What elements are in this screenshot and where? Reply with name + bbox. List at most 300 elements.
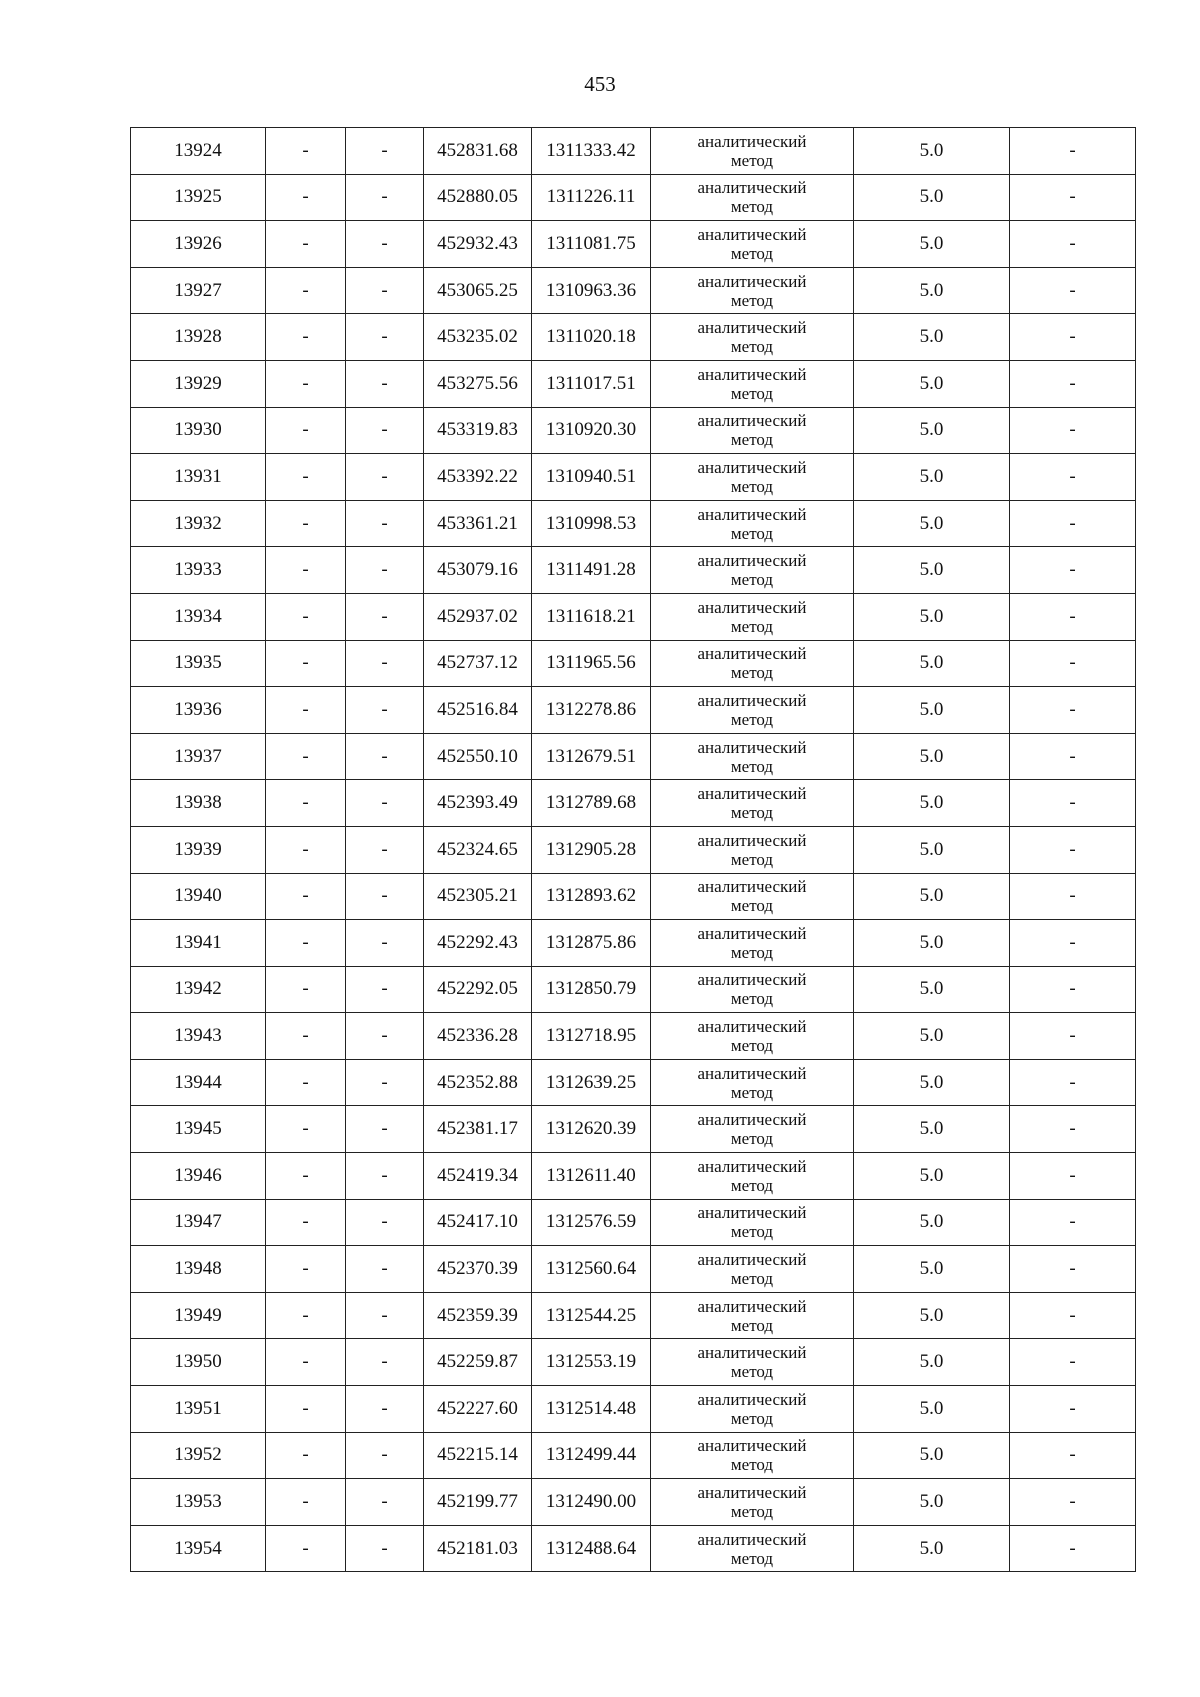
x-coordinate-cell: 452215.14 [424, 1432, 532, 1479]
x-coordinate-cell: 452292.43 [424, 920, 532, 967]
method-line-1: аналитический [697, 457, 807, 477]
y-coordinate-cell: 1312905.28 [532, 826, 651, 873]
y-coordinate-cell: 1311333.42 [532, 128, 651, 175]
method-line-1: аналитический [697, 224, 807, 244]
description-cell: - [1010, 640, 1136, 687]
x-coordinate-cell: 452737.12 [424, 640, 532, 687]
x-coordinate-cell: 452831.68 [424, 128, 532, 175]
method-line-1: аналитический [697, 830, 807, 850]
x-coordinate-cell: 452880.05 [424, 174, 532, 221]
empty-dash-cell: - [266, 500, 346, 547]
table-row [131, 1013, 1136, 1060]
description-cell: - [1010, 500, 1136, 547]
description-cell: - [1010, 1292, 1136, 1339]
precision-cell: 5.0 [854, 687, 1010, 734]
empty-dash-cell: - [346, 1199, 424, 1246]
table-row [131, 1386, 1136, 1433]
empty-dash-cell: - [346, 873, 424, 920]
empty-dash-cell: - [346, 1479, 424, 1526]
empty-dash-cell: - [346, 780, 424, 827]
description-cell: - [1010, 1106, 1136, 1153]
empty-dash-cell: - [266, 1292, 346, 1339]
method-line-1: аналитический [697, 644, 807, 664]
y-coordinate-cell: 1312718.95 [532, 1013, 651, 1060]
description-cell: - [1010, 547, 1136, 594]
description-cell: - [1010, 1013, 1136, 1060]
method-cell [651, 1479, 854, 1526]
empty-dash-cell: - [266, 1013, 346, 1060]
table-row [131, 966, 1136, 1013]
precision-cell: 5.0 [854, 1059, 1010, 1106]
method-line-1: аналитический [697, 1250, 807, 1270]
x-coordinate-cell: 452932.43 [424, 221, 532, 268]
method-cell [651, 733, 854, 780]
method-line-2: метод [730, 1455, 774, 1475]
table-row [131, 593, 1136, 640]
description-cell: - [1010, 593, 1136, 640]
table-row [131, 780, 1136, 827]
method-cell [651, 1386, 854, 1433]
empty-dash-cell: - [346, 1246, 424, 1293]
point-number-cell: 13954 [131, 1525, 266, 1572]
method-cell [651, 640, 854, 687]
method-line-1: аналитический [697, 877, 807, 897]
x-coordinate-cell: 452259.87 [424, 1339, 532, 1386]
precision-cell: 5.0 [854, 1339, 1010, 1386]
table-row [131, 1059, 1136, 1106]
description-cell: - [1010, 826, 1136, 873]
description-cell: - [1010, 1386, 1136, 1433]
y-coordinate-cell: 1311491.28 [532, 547, 651, 594]
method-cell [651, 1246, 854, 1293]
empty-dash-cell: - [266, 640, 346, 687]
precision-cell: 5.0 [854, 1153, 1010, 1200]
x-coordinate-cell: 452227.60 [424, 1386, 532, 1433]
empty-dash-cell: - [266, 1246, 346, 1293]
method-line-2: метод [730, 709, 774, 729]
method-line-1: аналитический [697, 1063, 807, 1083]
empty-dash-cell: - [346, 221, 424, 268]
empty-dash-cell: - [266, 360, 346, 407]
precision-cell: 5.0 [854, 1479, 1010, 1526]
point-number-cell: 13936 [131, 687, 266, 734]
description-cell: - [1010, 1525, 1136, 1572]
method-line-1: аналитический [697, 504, 807, 524]
method-line-1: аналитический [697, 131, 807, 151]
precision-cell: 5.0 [854, 873, 1010, 920]
table-row [131, 1432, 1136, 1479]
method-cell [651, 454, 854, 501]
empty-dash-cell: - [266, 593, 346, 640]
x-coordinate-cell: 453392.22 [424, 454, 532, 501]
empty-dash-cell: - [346, 547, 424, 594]
precision-cell: 5.0 [854, 1432, 1010, 1479]
y-coordinate-cell: 1311965.56 [532, 640, 651, 687]
empty-dash-cell: - [266, 221, 346, 268]
method-line-1: аналитический [697, 1203, 807, 1223]
description-cell: - [1010, 1059, 1136, 1106]
y-coordinate-cell: 1310998.53 [532, 500, 651, 547]
method-line-2: метод [730, 1408, 774, 1428]
method-line-1: аналитический [697, 1483, 807, 1503]
method-cell [651, 407, 854, 454]
method-line-2: метод [730, 1362, 774, 1382]
empty-dash-cell: - [346, 128, 424, 175]
x-coordinate-cell: 452393.49 [424, 780, 532, 827]
point-number-cell: 13933 [131, 547, 266, 594]
empty-dash-cell: - [266, 920, 346, 967]
method-cell [651, 593, 854, 640]
method-cell [651, 1339, 854, 1386]
description-cell: - [1010, 221, 1136, 268]
x-coordinate-cell: 452516.84 [424, 687, 532, 734]
y-coordinate-cell: 1310920.30 [532, 407, 651, 454]
point-number-cell: 13937 [131, 733, 266, 780]
table-row [131, 873, 1136, 920]
method-line-1: аналитический [697, 1110, 807, 1130]
point-number-cell: 13941 [131, 920, 266, 967]
precision-cell: 5.0 [854, 1386, 1010, 1433]
x-coordinate-cell: 453235.02 [424, 314, 532, 361]
method-line-1: аналитический [697, 1296, 807, 1316]
method-line-2: метод [730, 942, 774, 962]
table-row [131, 1525, 1136, 1572]
method-line-2: метод [730, 290, 774, 310]
method-line-1: аналитический [697, 1529, 807, 1549]
empty-dash-cell: - [346, 733, 424, 780]
empty-dash-cell: - [346, 1339, 424, 1386]
method-line-2: метод [730, 1036, 774, 1056]
empty-dash-cell: - [266, 267, 346, 314]
method-line-1: аналитический [697, 690, 807, 710]
point-number-cell: 13946 [131, 1153, 266, 1200]
method-line-1: аналитический [697, 1436, 807, 1456]
point-number-cell: 13935 [131, 640, 266, 687]
precision-cell: 5.0 [854, 1292, 1010, 1339]
description-cell: - [1010, 454, 1136, 501]
precision-cell: 5.0 [854, 360, 1010, 407]
description-cell: - [1010, 1432, 1136, 1479]
method-line-2: метод [730, 756, 774, 776]
empty-dash-cell: - [346, 593, 424, 640]
method-line-1: аналитический [697, 178, 807, 198]
table-row [131, 1292, 1136, 1339]
method-cell [651, 1292, 854, 1339]
x-coordinate-cell: 452336.28 [424, 1013, 532, 1060]
point-number-cell: 13950 [131, 1339, 266, 1386]
empty-dash-cell: - [266, 1386, 346, 1433]
point-number-cell: 13940 [131, 873, 266, 920]
method-line-2: метод [730, 1129, 774, 1149]
method-line-2: метод [730, 1082, 774, 1102]
point-number-cell: 13927 [131, 267, 266, 314]
method-cell [651, 547, 854, 594]
y-coordinate-cell: 1312553.19 [532, 1339, 651, 1386]
precision-cell: 5.0 [854, 454, 1010, 501]
empty-dash-cell: - [346, 1013, 424, 1060]
empty-dash-cell: - [266, 1106, 346, 1153]
method-line-2: метод [730, 663, 774, 683]
point-number-cell: 13952 [131, 1432, 266, 1479]
method-cell [651, 826, 854, 873]
method-line-2: метод [730, 150, 774, 170]
description-cell: - [1010, 966, 1136, 1013]
y-coordinate-cell: 1312514.48 [532, 1386, 651, 1433]
empty-dash-cell: - [346, 314, 424, 361]
empty-dash-cell: - [346, 1432, 424, 1479]
empty-dash-cell: - [266, 1479, 346, 1526]
description-cell: - [1010, 1339, 1136, 1386]
method-cell [651, 780, 854, 827]
empty-dash-cell: - [266, 966, 346, 1013]
x-coordinate-cell: 452937.02 [424, 593, 532, 640]
description-cell: - [1010, 1199, 1136, 1246]
y-coordinate-cell: 1312850.79 [532, 966, 651, 1013]
method-line-1: аналитический [697, 923, 807, 943]
x-coordinate-cell: 452324.65 [424, 826, 532, 873]
point-number-cell: 13932 [131, 500, 266, 547]
method-cell [651, 1013, 854, 1060]
coordinates-table [130, 127, 1136, 1572]
empty-dash-cell: - [266, 1525, 346, 1572]
table-row [131, 407, 1136, 454]
precision-cell: 5.0 [854, 920, 1010, 967]
table-row [131, 920, 1136, 967]
table-row [131, 1153, 1136, 1200]
point-number-cell: 13953 [131, 1479, 266, 1526]
empty-dash-cell: - [346, 826, 424, 873]
point-number-cell: 13947 [131, 1199, 266, 1246]
empty-dash-cell: - [266, 780, 346, 827]
table-row [131, 128, 1136, 175]
method-cell [651, 174, 854, 221]
precision-cell: 5.0 [854, 826, 1010, 873]
description-cell: - [1010, 360, 1136, 407]
y-coordinate-cell: 1310940.51 [532, 454, 651, 501]
table-row [131, 687, 1136, 734]
method-line-1: аналитический [697, 1017, 807, 1037]
empty-dash-cell: - [346, 267, 424, 314]
method-line-1: аналитический [697, 551, 807, 571]
table-row [131, 1246, 1136, 1293]
precision-cell: 5.0 [854, 1246, 1010, 1293]
point-number-cell: 13942 [131, 966, 266, 1013]
x-coordinate-cell: 452417.10 [424, 1199, 532, 1246]
table-row [131, 360, 1136, 407]
table-row [131, 733, 1136, 780]
description-cell: - [1010, 780, 1136, 827]
description-cell: - [1010, 1153, 1136, 1200]
method-line-1: аналитический [697, 1389, 807, 1409]
point-number-cell: 13948 [131, 1246, 266, 1293]
precision-cell: 5.0 [854, 640, 1010, 687]
x-coordinate-cell: 452419.34 [424, 1153, 532, 1200]
empty-dash-cell: - [346, 360, 424, 407]
table-body [131, 128, 1136, 1572]
description-cell: - [1010, 1479, 1136, 1526]
point-number-cell: 13928 [131, 314, 266, 361]
y-coordinate-cell: 1312576.59 [532, 1199, 651, 1246]
empty-dash-cell: - [266, 128, 346, 175]
page-number: 453 [584, 72, 616, 96]
method-cell [651, 221, 854, 268]
precision-cell: 5.0 [854, 500, 1010, 547]
empty-dash-cell: - [346, 1386, 424, 1433]
empty-dash-cell: - [266, 1059, 346, 1106]
point-number-cell: 13944 [131, 1059, 266, 1106]
method-line-2: метод [730, 197, 774, 217]
table-row [131, 221, 1136, 268]
method-line-2: метод [730, 1502, 774, 1522]
x-coordinate-cell: 453319.83 [424, 407, 532, 454]
empty-dash-cell: - [266, 454, 346, 501]
precision-cell: 5.0 [854, 407, 1010, 454]
precision-cell: 5.0 [854, 593, 1010, 640]
x-coordinate-cell: 452305.21 [424, 873, 532, 920]
method-cell [651, 1153, 854, 1200]
description-cell: - [1010, 267, 1136, 314]
empty-dash-cell: - [346, 1292, 424, 1339]
description-cell: - [1010, 687, 1136, 734]
method-line-2: метод [730, 570, 774, 590]
empty-dash-cell: - [346, 1153, 424, 1200]
method-cell [651, 1525, 854, 1572]
x-coordinate-cell: 453361.21 [424, 500, 532, 547]
method-line-2: метод [730, 1548, 774, 1568]
x-coordinate-cell: 452352.88 [424, 1059, 532, 1106]
empty-dash-cell: - [266, 733, 346, 780]
y-coordinate-cell: 1311226.11 [532, 174, 651, 221]
point-number-cell: 13929 [131, 360, 266, 407]
y-coordinate-cell: 1311017.51 [532, 360, 651, 407]
y-coordinate-cell: 1312679.51 [532, 733, 651, 780]
y-coordinate-cell: 1312893.62 [532, 873, 651, 920]
table-row [131, 174, 1136, 221]
x-coordinate-cell: 452181.03 [424, 1525, 532, 1572]
table-row [131, 1199, 1136, 1246]
point-number-cell: 13925 [131, 174, 266, 221]
precision-cell: 5.0 [854, 314, 1010, 361]
empty-dash-cell: - [346, 1525, 424, 1572]
precision-cell: 5.0 [854, 733, 1010, 780]
empty-dash-cell: - [346, 454, 424, 501]
method-line-2: метод [730, 1222, 774, 1242]
x-coordinate-cell: 452550.10 [424, 733, 532, 780]
empty-dash-cell: - [266, 547, 346, 594]
precision-cell: 5.0 [854, 267, 1010, 314]
method-line-1: аналитический [697, 970, 807, 990]
point-number-cell: 13930 [131, 407, 266, 454]
method-cell [651, 966, 854, 1013]
method-line-2: метод [730, 337, 774, 357]
method-line-2: метод [730, 616, 774, 636]
precision-cell: 5.0 [854, 780, 1010, 827]
method-cell [651, 500, 854, 547]
precision-cell: 5.0 [854, 1525, 1010, 1572]
table-row [131, 454, 1136, 501]
empty-dash-cell: - [266, 174, 346, 221]
y-coordinate-cell: 1312611.40 [532, 1153, 651, 1200]
point-number-cell: 13939 [131, 826, 266, 873]
y-coordinate-cell: 1311020.18 [532, 314, 651, 361]
y-coordinate-cell: 1312639.25 [532, 1059, 651, 1106]
method-line-2: метод [730, 1315, 774, 1335]
point-number-cell: 13924 [131, 128, 266, 175]
point-number-cell: 13938 [131, 780, 266, 827]
table-row [131, 500, 1136, 547]
description-cell: - [1010, 733, 1136, 780]
method-line-1: аналитический [697, 784, 807, 804]
method-cell [651, 1199, 854, 1246]
method-line-2: метод [730, 803, 774, 823]
x-coordinate-cell: 453079.16 [424, 547, 532, 594]
table-row [131, 267, 1136, 314]
precision-cell: 5.0 [854, 1199, 1010, 1246]
method-line-2: метод [730, 430, 774, 450]
description-cell: - [1010, 174, 1136, 221]
empty-dash-cell: - [346, 966, 424, 1013]
table-row [131, 547, 1136, 594]
empty-dash-cell: - [266, 1432, 346, 1479]
method-cell [651, 314, 854, 361]
empty-dash-cell: - [266, 826, 346, 873]
table-row [131, 1339, 1136, 1386]
description-cell: - [1010, 128, 1136, 175]
y-coordinate-cell: 1312499.44 [532, 1432, 651, 1479]
description-cell: - [1010, 1246, 1136, 1293]
description-cell: - [1010, 407, 1136, 454]
point-number-cell: 13934 [131, 593, 266, 640]
empty-dash-cell: - [346, 640, 424, 687]
empty-dash-cell: - [266, 873, 346, 920]
empty-dash-cell: - [266, 1339, 346, 1386]
method-line-2: метод [730, 1175, 774, 1195]
y-coordinate-cell: 1312544.25 [532, 1292, 651, 1339]
method-line-2: метод [730, 243, 774, 263]
y-coordinate-cell: 1312789.68 [532, 780, 651, 827]
x-coordinate-cell: 453275.56 [424, 360, 532, 407]
table-row [131, 1106, 1136, 1153]
empty-dash-cell: - [346, 1106, 424, 1153]
empty-dash-cell: - [346, 407, 424, 454]
method-line-1: аналитический [697, 1156, 807, 1176]
empty-dash-cell: - [346, 500, 424, 547]
method-line-2: метод [730, 476, 774, 496]
x-coordinate-cell: 452359.39 [424, 1292, 532, 1339]
method-cell [651, 873, 854, 920]
method-cell [651, 1432, 854, 1479]
method-cell [651, 1059, 854, 1106]
method-line-2: метод [730, 383, 774, 403]
method-cell [651, 267, 854, 314]
precision-cell: 5.0 [854, 1106, 1010, 1153]
y-coordinate-cell: 1312875.86 [532, 920, 651, 967]
point-number-cell: 13931 [131, 454, 266, 501]
method-line-1: аналитический [697, 597, 807, 617]
method-line-2: метод [730, 896, 774, 916]
method-cell [651, 1106, 854, 1153]
x-coordinate-cell: 453065.25 [424, 267, 532, 314]
method-cell [651, 687, 854, 734]
table-row [131, 640, 1136, 687]
description-cell: - [1010, 314, 1136, 361]
method-cell [651, 920, 854, 967]
precision-cell: 5.0 [854, 1013, 1010, 1060]
method-cell [651, 360, 854, 407]
y-coordinate-cell: 1312490.00 [532, 1479, 651, 1526]
empty-dash-cell: - [266, 1153, 346, 1200]
empty-dash-cell: - [266, 687, 346, 734]
